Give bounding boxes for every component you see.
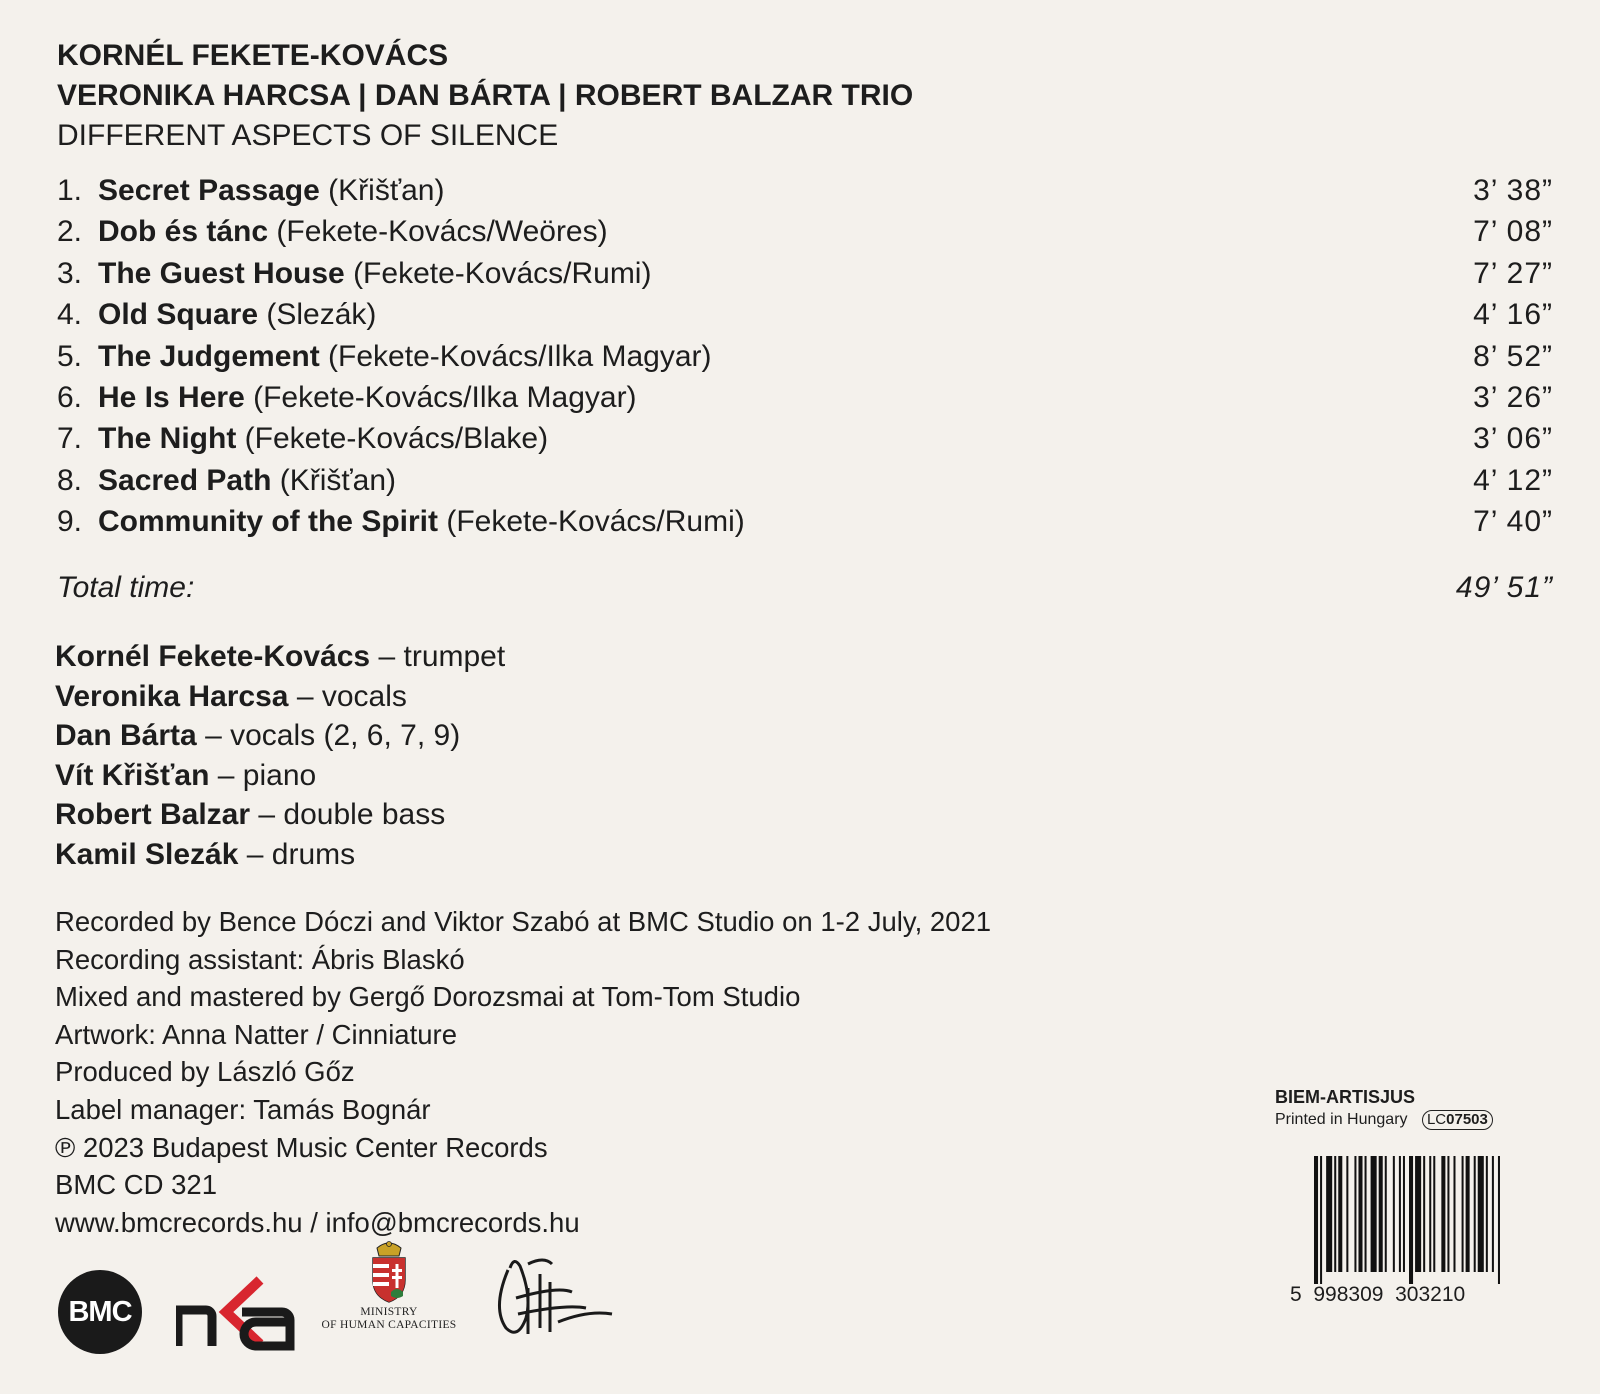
track-duration: 7’ 40” <box>1473 505 1553 539</box>
track-title: Secret Passage <box>98 174 320 207</box>
track-duration: 3’ 06” <box>1473 422 1553 456</box>
label-code-prefix: LC <box>1426 1111 1447 1128</box>
barcode-group-1: 998309 <box>1313 1283 1384 1306</box>
barcode-bar <box>1320 1156 1322 1284</box>
credit-copyright: ℗ 2023 Budapest Music Center Records <box>55 1131 548 1163</box>
track-credit: (Křišťan) <box>328 174 445 207</box>
hungarian-coat-of-arms-icon <box>367 1240 411 1306</box>
barcode-bar <box>1326 1156 1332 1272</box>
barcode-lead-digit: 5 <box>1290 1283 1302 1306</box>
track-duration: 4’ 16” <box>1473 298 1553 332</box>
logo-row <box>58 1240 678 1360</box>
track-duration: 8’ 52” <box>1473 339 1553 373</box>
track-number: 3. <box>57 256 83 290</box>
barcode-bar <box>1409 1156 1413 1284</box>
musician-role: – double bass <box>258 798 446 832</box>
track-credit: (Fekete-Kovács/Ilka Magyar) <box>328 339 712 373</box>
credit-producer: Produced by László Gőz <box>55 1056 355 1088</box>
album-title: DIFFERENT ASPECTS OF SILENCE <box>57 119 559 152</box>
barcode-bar <box>1403 1156 1405 1272</box>
album-header <box>57 36 913 156</box>
barcode-digits <box>1290 1283 1510 1307</box>
track-duration: 4’ 12” <box>1473 463 1553 497</box>
musician-row <box>55 835 505 875</box>
barcode-bar <box>1379 1156 1383 1272</box>
label-info <box>1275 1085 1525 1131</box>
track-number: 9. <box>57 505 83 539</box>
barcode-bar <box>1423 1156 1425 1272</box>
track-number: 1. <box>57 174 83 207</box>
track-number: 5. <box>57 339 83 373</box>
track-credit: (Křišťan) <box>279 463 397 497</box>
musician-role: – piano <box>217 758 317 792</box>
track-duration: 7’ 08” <box>1473 215 1553 249</box>
musician-role: – drums <box>246 837 356 871</box>
barcode-bar <box>1314 1156 1318 1284</box>
label-code-badge <box>1422 1110 1493 1130</box>
track-number: 8. <box>57 463 83 497</box>
barcode-bar <box>1354 1156 1356 1272</box>
ministry-line-2: OF HUMAN CAPACITIES <box>321 1319 457 1331</box>
barcode-bar <box>1415 1156 1421 1272</box>
track-number: 2. <box>57 215 83 249</box>
track-row <box>57 170 1553 211</box>
musician-row <box>55 795 505 835</box>
barcode-bar <box>1433 1156 1435 1272</box>
musician-row <box>55 677 505 717</box>
barcode <box>1290 1156 1510 1306</box>
track-list <box>57 170 1553 543</box>
musician-name: Veronika Harcsa <box>55 679 289 713</box>
barcode-bar <box>1492 1156 1494 1272</box>
barcode-group-2: 303210 <box>1395 1283 1466 1306</box>
musician-row <box>55 637 505 677</box>
track-row <box>57 294 1553 335</box>
artists-line: VERONIKA HARCSA | DAN BÁRTA | ROBERT BALZAR TRIO <box>57 79 914 112</box>
total-time <box>57 568 1553 608</box>
musician-row <box>55 716 505 756</box>
barcode-bar <box>1346 1156 1348 1272</box>
barcode-bar <box>1338 1156 1342 1272</box>
track-number: 7. <box>57 422 83 456</box>
label-code-number: 07503 <box>1446 1111 1488 1128</box>
track-title: Sacred Path <box>98 463 272 497</box>
barcode-bar <box>1478 1156 1484 1272</box>
barcode-bar <box>1358 1156 1362 1272</box>
track-title: The Guest House <box>98 256 345 290</box>
barcode-bars-icon <box>1314 1156 1502 1284</box>
biem-artisjus: BIEM-ARTISJUS <box>1275 1087 1416 1107</box>
track-title: The Night <box>98 422 237 456</box>
production-credits <box>55 903 991 1241</box>
musician-name: Dan Bárta <box>55 719 197 753</box>
track-credit: (Fekete-Kovács/Ilka Magyar) <box>253 380 637 414</box>
credit-mixed-mastered: Mixed and mastered by Gergő Dorozsmai at Tom-Tom Studio <box>55 981 801 1013</box>
track-number: 6. <box>57 380 83 414</box>
ministry-logo <box>314 1240 464 1360</box>
barcode-bar <box>1371 1156 1377 1272</box>
track-row <box>57 377 1553 418</box>
composer-name: KORNÉL FEKETE-KOVÁCS <box>57 39 449 72</box>
track-title: Dob és tánc <box>98 215 269 249</box>
barcode-bar <box>1334 1156 1336 1272</box>
website-link: www.bmcrecords.hu / info@bmcrecords.hu <box>55 1206 580 1238</box>
musician-name: Robert Balzar <box>55 798 251 832</box>
printed-in <box>1275 1109 1525 1131</box>
track-title: Community of the Spirit <box>98 505 438 539</box>
printed-in-text: Printed in Hungary <box>1275 1111 1408 1128</box>
track-credit: (Fekete-Kovács/Weöres) <box>276 215 608 249</box>
credit-recording-assistant: Recording assistant: Ábris Blaskó <box>55 943 465 975</box>
track-duration: 3’ 26” <box>1473 380 1553 414</box>
track-row <box>57 211 1553 252</box>
musician-name: Vít Křišťan <box>55 758 210 792</box>
barcode-bar <box>1453 1156 1455 1272</box>
track-credit: (Fekete-Kovács/Blake) <box>244 422 549 456</box>
total-time-value: 49’ 51” <box>1455 571 1553 604</box>
track-credit: (Fekete-Kovács/Rumi) <box>353 256 652 290</box>
credit-recorded-by: Recorded by Bence Dóczi and Viktor Szabó at BMC Studio on 1-2 July, 2021 <box>55 906 992 937</box>
barcode-bar <box>1466 1156 1470 1272</box>
musician-name: Kamil Slezák <box>55 837 239 871</box>
nka-logo <box>176 1270 298 1352</box>
track-row <box>57 501 1553 542</box>
track-duration: 3’ 38” <box>1473 174 1553 207</box>
track-number: 4. <box>57 298 83 332</box>
musician-role: – vocals <box>296 679 407 713</box>
barcode-bar <box>1385 1156 1387 1272</box>
musician-role: – vocals (2, 6, 7, 9) <box>205 719 461 753</box>
barcode-bar <box>1429 1156 1431 1272</box>
signature-icon <box>488 1248 618 1348</box>
barcode-bar <box>1365 1156 1367 1272</box>
track-duration: 7’ 27” <box>1473 256 1553 290</box>
ministry-line-1: MINISTRY <box>360 1306 418 1318</box>
total-time-label: Total time: <box>57 571 195 604</box>
track-row <box>57 253 1553 294</box>
track-credit: (Slezák) <box>266 298 377 332</box>
musician-name: Kornél Fekete-Kovács <box>55 640 371 673</box>
track-row <box>57 418 1553 459</box>
musician-row <box>55 756 505 796</box>
track-row <box>57 460 1553 501</box>
credit-label-manager: Label manager: Tamás Bognár <box>55 1093 431 1125</box>
barcode-bar <box>1486 1156 1488 1272</box>
bmc-logo: BMC <box>58 1270 142 1354</box>
track-title: He Is Here <box>98 380 245 414</box>
barcode-bar <box>1441 1156 1445 1272</box>
barcode-bar <box>1399 1156 1401 1272</box>
musician-list <box>55 637 505 875</box>
credit-artwork: Artwork: Anna Natter / Cinniature <box>55 1018 457 1050</box>
track-credit: (Fekete-Kovács/Rumi) <box>446 505 745 539</box>
track-title: The Judgement <box>98 339 320 373</box>
barcode-bar <box>1474 1156 1476 1272</box>
track-row <box>57 336 1553 377</box>
barcode-bar <box>1447 1156 1449 1272</box>
barcode-bar <box>1462 1156 1464 1272</box>
track-title: Old Square <box>98 298 259 332</box>
barcode-bar <box>1393 1156 1395 1272</box>
musician-role: – trumpet <box>378 640 506 673</box>
barcode-bar <box>1498 1156 1500 1284</box>
catalog-number: BMC CD 321 <box>55 1169 217 1201</box>
